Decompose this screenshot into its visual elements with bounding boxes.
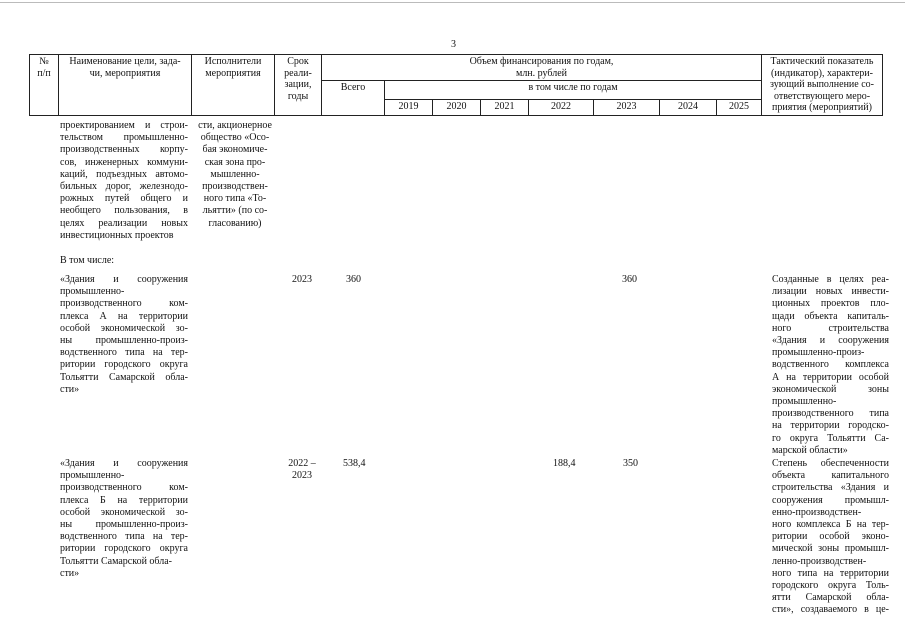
header-term: Срок реали- зации, годы bbox=[275, 55, 322, 116]
row-a-2023: 360 bbox=[622, 274, 637, 285]
header-year-2024: 2024 bbox=[660, 99, 717, 115]
header-year-2020: 2020 bbox=[433, 99, 481, 115]
row-a-indicator: Созданные в целях реа- лизации новых инвести- ционных проектов пло- щади объекта капиталь- ного строительства «Здания и сооружения промышленно-произ- водственного комплекса А на территории особой экономической зоны промышленно- производственного типа на территории городско- го округа Тольятти Са- марской области» bbox=[772, 274, 889, 456]
header-year-2023: 2023 bbox=[594, 99, 660, 115]
row-b-2023: 350 bbox=[623, 458, 638, 469]
top-row-name: проектированием и строи- тельством промышленно- производственных корпу- сов, инженерных коммуни- каций, подъездных автомо- бильных дорог, железнодо- рожных путей общего и необщего пользования, в целях реализации новых инвестиционных проектов bbox=[60, 120, 188, 241]
row-a-name: «Здания и сооружения промышленно- производственного ком- плекса А на территории особой экономической зо- ны промышленно-произ- водственного типа на тер- ритории городского округа Тольятти Самарской обла- сти» bbox=[60, 274, 188, 395]
row-b-term: 2022 – 2023 bbox=[288, 458, 316, 482]
header-executors: Исполнители мероприятия bbox=[192, 55, 275, 116]
table-header bbox=[29, 54, 883, 116]
row-b-name: «Здания и сооружения промышленно- производственного ком- плекса Б на территории особой экономической зо- ны промышленно-произ- водственного типа на тер- ритории городского округа Тольятти Самарской обла- сти» bbox=[60, 458, 188, 579]
row-b-total: 538,4 bbox=[343, 458, 366, 469]
header-total: Всего bbox=[322, 81, 385, 116]
row-a-term: 2023 bbox=[292, 274, 312, 285]
row-a-total: 360 bbox=[346, 274, 361, 285]
row-b-2022: 188,4 bbox=[553, 458, 576, 469]
header-year-2021: 2021 bbox=[481, 99, 529, 115]
header-year-2019: 2019 bbox=[385, 99, 433, 115]
header-year-2025: 2025 bbox=[717, 99, 762, 115]
header-financing: Объем финансирования по годам, млн. рублей bbox=[322, 55, 762, 81]
header-indicator: Тактический показатель (индикатор), характери- зующий выполнение со- ответствующего меро- приятия (мероприятий) bbox=[762, 55, 883, 116]
header-including: в том числе по годам bbox=[385, 81, 762, 100]
header-num: № п/п bbox=[30, 55, 59, 116]
header-name: Наименование цели, зада- чи, мероприятия bbox=[59, 55, 192, 116]
header-year-2022: 2022 bbox=[529, 99, 594, 115]
including-label: В том числе: bbox=[60, 255, 115, 266]
page-number: 3 bbox=[451, 39, 456, 50]
top-row-executors: сти, акционерное общество «Осо- бая экономиче- ская зона про- мышленно- производствен- ного типа «То- льятти» (по со- гласованию) bbox=[198, 120, 272, 229]
scan-edge-line bbox=[0, 2, 905, 3]
row-b-indicator: Степень обеспеченности объекта капитального строительства «Здания и сооружения промышл- енно-производствен- ного комплекса Б на тер- ритории особой эконо- мической зоны промышл- ленно-производствен- ного типа на территории городского округа Толь- ятти Самарской обла- сти», создаваемого в це- bbox=[772, 458, 889, 616]
